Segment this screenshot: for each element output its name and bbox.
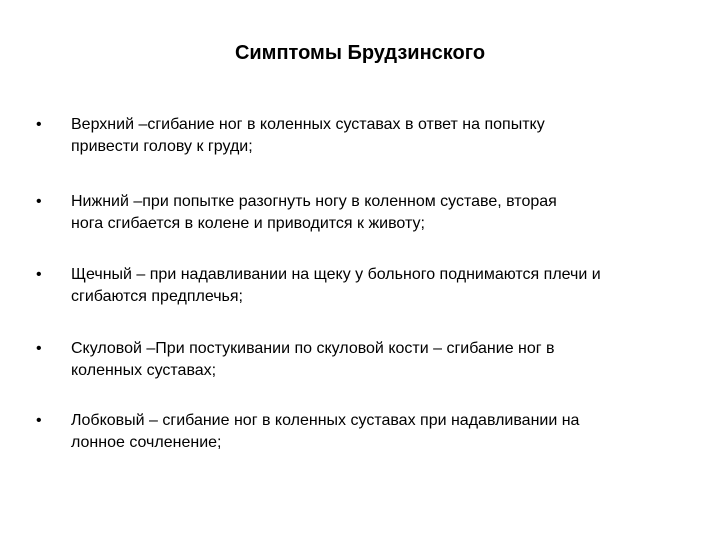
- list-item-line: привести голову к груди;: [71, 138, 253, 155]
- bullet-icon: •: [36, 116, 42, 133]
- list-item-line: Скуловой –При постукивании по скуловой кости – сгибание ног в: [71, 340, 555, 357]
- bullet-icon: •: [36, 193, 42, 210]
- list-item-line: лонное сочленение;: [71, 434, 222, 451]
- list-item-line: Верхний –сгибание ног в коленных суставах в ответ на попытку: [71, 116, 545, 133]
- list-item-line: нога сгибается в колене и приводится к животу;: [71, 215, 425, 232]
- list-item-line: коленных суставах;: [71, 362, 217, 379]
- bullet-icon: •: [36, 266, 42, 283]
- list-item-text: [71, 338, 691, 382]
- list-item-text: [71, 410, 691, 454]
- slide-title: Симптомы Брудзинского: [234, 42, 486, 64]
- bullet-icon: •: [36, 340, 42, 357]
- list-item-line: Нижний –при попытке разогнуть ногу в коленном суставе, вторая: [71, 193, 557, 210]
- list-item-line: Лобковый – сгибание ног в коленных суставах при надавливании на: [71, 412, 580, 429]
- list-item-text: [71, 264, 691, 308]
- list-item-text: [71, 191, 691, 235]
- list-item-line: Щечный – при надавливании на щеку у больного поднимаются плечи и: [71, 266, 601, 283]
- list-item-line: сгибаются предплечья;: [71, 288, 243, 305]
- list-item-text: [71, 114, 691, 158]
- bullet-icon: •: [36, 412, 42, 429]
